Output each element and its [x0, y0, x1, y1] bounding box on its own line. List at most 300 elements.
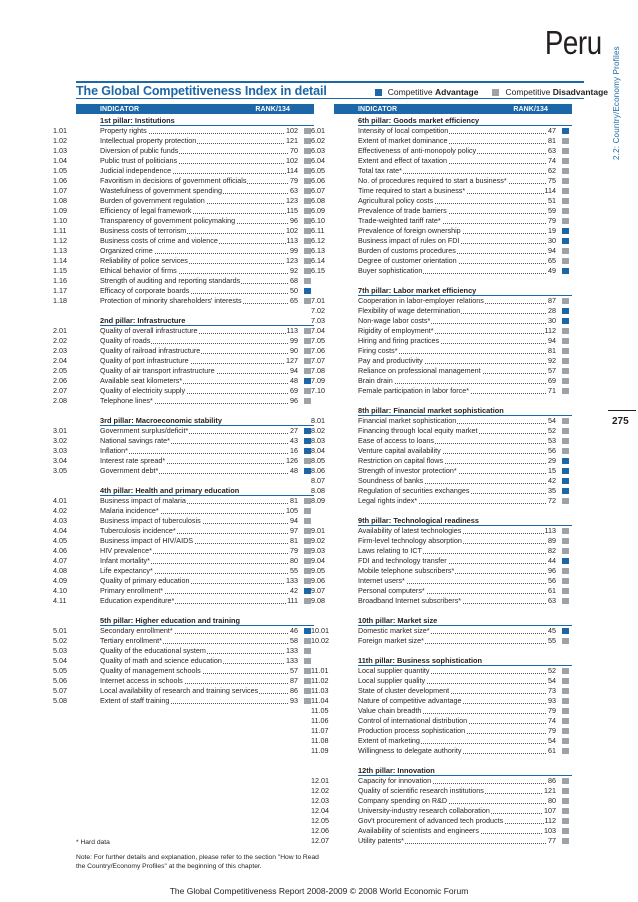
indicator-rank: 113	[286, 326, 298, 335]
advantage-marker	[562, 478, 569, 484]
indicator-rank: 127	[286, 356, 298, 365]
header-rank: RANK/134	[255, 105, 290, 113]
indicator-label: University-industry research collaboration	[358, 806, 490, 815]
indicator-label-line	[358, 696, 556, 706]
disadvantage-marker	[562, 448, 569, 454]
disadvantage-marker	[562, 168, 569, 174]
indicator-label-line	[100, 176, 298, 186]
indicator-label-line	[100, 376, 298, 386]
disadvantage-marker	[562, 698, 569, 704]
disadvantage-marker	[562, 348, 569, 354]
indicator-label: Degree of customer orientation	[358, 256, 457, 265]
indicator-label-line	[358, 796, 556, 806]
indicator-code: 1.08	[53, 196, 67, 205]
indicator-row	[53, 446, 314, 456]
indicator-label: Government debt*	[100, 466, 159, 475]
indicator-row	[311, 706, 572, 716]
indicator-row	[311, 376, 572, 386]
disadvantage-marker	[562, 748, 569, 754]
indicator-label-line	[358, 166, 556, 176]
indicator-row	[53, 636, 314, 646]
indicator-code: 8.03	[311, 436, 325, 445]
indicator-code: 9.04	[311, 556, 325, 565]
indicator-code: 6.07	[311, 186, 325, 195]
indicator-row	[53, 246, 314, 256]
advantage-marker	[562, 308, 569, 314]
leader-dots	[100, 453, 298, 454]
indicator-label: HIV prevalence*	[100, 546, 152, 555]
indicator-code: 1.16	[53, 276, 67, 285]
header-indicator: INDICATOR	[358, 105, 398, 113]
indicator-label-line	[100, 586, 298, 596]
indicator-label: No. of procedures required to start a business*	[358, 176, 507, 185]
indicator-code: 12.07	[311, 836, 329, 845]
indicator-code: 5.08	[53, 696, 67, 705]
indicator-code: 7.07	[311, 356, 325, 365]
advantage-marker	[562, 558, 569, 564]
advantage-marker	[562, 488, 569, 494]
indicator-label-line	[100, 216, 298, 226]
pillar-heading: 12th pillar: Innovation	[358, 766, 572, 776]
indicator-label-line	[358, 206, 556, 216]
indicator-rank: 133	[286, 646, 298, 655]
indicator-label-line	[100, 496, 298, 506]
indicator-label: National savings rate*	[100, 436, 170, 445]
disadvantage-marker	[562, 598, 569, 604]
disadvantage-marker	[562, 298, 569, 304]
indicator-label-line	[100, 686, 298, 696]
indicator-label: Availability of latest technologies	[358, 526, 462, 535]
indicator-label: Burden of government regulation	[100, 196, 205, 205]
disadvantage-marker	[304, 368, 311, 374]
indicator-row	[53, 206, 314, 216]
disadvantage-marker	[562, 438, 569, 444]
indicator-code: 1.15	[53, 266, 67, 275]
advantage-marker	[562, 458, 569, 464]
disadvantage-marker	[562, 198, 569, 204]
indicator-row	[53, 226, 314, 236]
indicator-row	[53, 686, 314, 696]
indicator-label-line	[100, 236, 298, 246]
indicator-row	[311, 306, 572, 316]
disadvantage-marker	[562, 738, 569, 744]
indicator-row	[311, 166, 572, 176]
indicator-label-line	[100, 386, 298, 396]
indicator-rank: 57	[290, 666, 298, 675]
indicator-label: Extent of staff training	[100, 696, 170, 705]
indicator-label-line	[100, 506, 298, 516]
indicator-code: 4.05	[53, 536, 67, 545]
indicator-code: 4.06	[53, 546, 67, 555]
indicator-code: 6.09	[311, 206, 325, 215]
pillar-spacer	[334, 646, 572, 655]
indicator-code: 1.12	[53, 236, 67, 245]
indicator-rank: 93	[548, 696, 556, 705]
indicator-row	[53, 546, 314, 556]
indicator-label: Business costs of crime and violence	[100, 236, 218, 245]
disadvantage-marker	[304, 558, 311, 564]
indicator-row	[311, 326, 572, 336]
indicator-label: Pay and productivity	[358, 356, 423, 365]
indicator-label: Infant mortality*	[100, 556, 150, 565]
indicator-label: Restriction on capital flows	[358, 456, 444, 465]
indicator-label: Soundness of banks	[358, 476, 424, 485]
indicator-row	[53, 586, 314, 596]
indicator-code: 2.02	[53, 336, 67, 345]
indicator-label-line	[358, 836, 556, 846]
indicator-label: Buyer sophistication	[358, 266, 423, 275]
indicator-code: 8.05	[311, 456, 325, 465]
indicator-label: Prevalence of trade barriers	[358, 206, 447, 215]
indicator-code: 7.02	[311, 306, 325, 315]
indicator-code: 6.15	[311, 266, 325, 275]
indicator-rank: 79	[290, 176, 298, 185]
indicator-code: 7.06	[311, 346, 325, 355]
indicator-code: 8.07	[311, 476, 325, 485]
indicator-row	[53, 666, 314, 676]
indicator-code: 11.03	[311, 686, 329, 695]
indicator-rank: 30	[548, 236, 556, 245]
indicator-rank: 96	[290, 396, 298, 405]
indicator-code: 5.06	[53, 676, 67, 685]
indicator-row	[53, 266, 314, 276]
indicator-label-line	[358, 826, 556, 836]
disadvantage-marker	[304, 188, 311, 194]
disadvantage-marker	[562, 588, 569, 594]
disadvantage-marker	[562, 568, 569, 574]
indicator-rank: 94	[548, 246, 556, 255]
indicator-label: Agricultural policy costs	[358, 196, 434, 205]
indicator-rank: 28	[548, 306, 556, 315]
indicator-row	[311, 776, 572, 786]
indicator-rank: 112	[544, 816, 556, 825]
indicator-rank: 63	[548, 146, 556, 155]
indicator-label-line	[358, 476, 556, 486]
disadvantage-marker	[304, 358, 311, 364]
indicator-label: Efficiency of legal framework	[100, 206, 192, 215]
indicator-label-line	[100, 296, 298, 306]
indicator-label: Interest rate spread*	[100, 456, 166, 465]
indicator-label-line	[358, 176, 556, 186]
indicator-rank: 16	[290, 446, 298, 455]
indicator-label: Government surplus/deficit*	[100, 426, 189, 435]
indicator-label-line	[100, 266, 298, 276]
indicator-rank: 79	[290, 546, 298, 555]
indicator-label: Quality of the educational system	[100, 646, 206, 655]
indicator-label-line	[358, 186, 556, 196]
disadvantage-marker	[562, 148, 569, 154]
disadvantage-marker	[304, 128, 311, 134]
indicator-code: 12.06	[311, 826, 329, 835]
indicator-label-line	[358, 386, 556, 396]
indicator-label: Efficacy of corporate boards	[100, 286, 190, 295]
indicator-rank: 126	[286, 456, 298, 465]
indicator-row	[311, 386, 572, 396]
indicator-code: 1.01	[53, 126, 67, 135]
indicator-label: Trade-weighted tariff rate*	[358, 216, 441, 225]
indicator-rank: 44	[548, 556, 556, 565]
indicator-label: Business impact of malaria	[100, 496, 186, 505]
disadvantage-marker	[304, 328, 311, 334]
indicator-code: 1.04	[53, 156, 67, 165]
advantage-marker	[304, 428, 311, 434]
indicator-label: Primary enrollment*	[100, 586, 164, 595]
disadvantage-marker	[562, 208, 569, 214]
disadvantage-marker	[304, 268, 311, 274]
indicator-label-line	[358, 356, 556, 366]
indicator-label-line	[100, 346, 298, 356]
indicator-row	[311, 486, 572, 496]
column-header	[76, 104, 314, 114]
indicator-label: Judicial independence	[100, 166, 172, 175]
pillar-spacer	[76, 606, 314, 615]
indicator-rank: 61	[548, 746, 556, 755]
indicator-rank: 107	[544, 806, 556, 815]
indicator-label: Cooperation in labor-employer relations	[358, 296, 484, 305]
indicator-rank: 81	[290, 536, 298, 545]
indicator-rank: 115	[286, 206, 298, 215]
pillar-spacer	[76, 306, 314, 315]
disadvantage-marker	[304, 178, 311, 184]
indicator-label-line	[358, 346, 556, 356]
indicator-code: 1.06	[53, 176, 67, 185]
pillar-spacer	[334, 506, 572, 515]
indicator-label-line	[100, 646, 298, 656]
right-indicator-column	[311, 104, 572, 846]
indicator-rank: 102	[286, 226, 298, 235]
indicator-label: Protection of minority shareholders' interests	[100, 296, 242, 305]
indicator-label: State of cluster development	[358, 686, 450, 695]
indicator-rank: 74	[548, 716, 556, 725]
indicator-code: 7.05	[311, 336, 325, 345]
indicator-code: 3.05	[53, 466, 67, 475]
indicator-row	[53, 696, 314, 706]
indicator-row	[311, 206, 572, 216]
indicator-rank: 80	[290, 556, 298, 565]
indicator-label: Business impact of tuberculosis	[100, 516, 201, 525]
indicator-label-line	[100, 196, 298, 206]
indicator-label-line	[358, 776, 556, 786]
indicator-rank: 42	[290, 586, 298, 595]
indicator-row	[53, 146, 314, 156]
indicator-code: 5.03	[53, 646, 67, 655]
indicator-code: 1.11	[53, 226, 67, 235]
disadvantage-marker	[304, 258, 311, 264]
indicator-label: Property rights	[100, 126, 147, 135]
indicator-label-line	[100, 156, 298, 166]
indicator-label: Firm-level technology absorption	[358, 536, 462, 545]
indicator-row	[311, 686, 572, 696]
indicator-rank: 69	[290, 386, 298, 395]
indicator-row	[53, 576, 314, 586]
indicator-row	[53, 676, 314, 686]
indicator-label: Tuberculosis incidence*	[100, 526, 176, 535]
disadvantage-marker	[562, 538, 569, 544]
indicator-label: Education expenditure*	[100, 596, 175, 605]
indicator-row	[53, 336, 314, 346]
disadvantage-marker	[304, 208, 311, 214]
indicator-code: 11.02	[311, 676, 329, 685]
indicator-code: 1.17	[53, 286, 67, 295]
indicator-label: Personal computers*	[358, 586, 425, 595]
indicator-row	[53, 536, 314, 546]
indicator-label-line	[358, 746, 556, 756]
indicator-label: Reliance on professional management	[358, 366, 481, 375]
indicator-label: Time required to start a business*	[358, 186, 466, 195]
indicator-label: Intellectual property protection	[100, 136, 197, 145]
indicator-row	[53, 526, 314, 536]
indicator-label-line	[100, 426, 298, 436]
indicator-rank: 113	[544, 526, 556, 535]
indicator-label-line	[358, 196, 556, 206]
indicator-label-line	[100, 366, 298, 376]
indicator-label-line	[358, 296, 556, 306]
indicator-row	[311, 566, 572, 576]
indicator-rank: 55	[290, 566, 298, 575]
header-indicator: INDICATOR	[100, 105, 140, 113]
indicator-label: Local supplier quality	[358, 676, 426, 685]
indicator-label: Prevalence of foreign ownership	[358, 226, 461, 235]
disadvantage-marker	[562, 778, 569, 784]
indicator-row	[311, 526, 572, 536]
indicator-code: 1.13	[53, 246, 67, 255]
indicator-label-line	[100, 226, 298, 236]
indicator-code: 1.18	[53, 296, 67, 305]
indicator-label-line	[100, 256, 298, 266]
pillar-heading: 1st pillar: Institutions	[100, 116, 314, 126]
disadvantage-marker	[562, 678, 569, 684]
indicator-label-line	[358, 216, 556, 226]
indicator-row	[53, 196, 314, 206]
indicator-code: 7.08	[311, 366, 325, 375]
indicator-row	[53, 176, 314, 186]
indicator-label-line	[100, 286, 298, 296]
indicator-rank: 77	[548, 836, 556, 845]
indicator-label: Inflation*	[100, 446, 128, 455]
indicator-label: Value chain breadth	[358, 706, 422, 715]
indicator-rank: 70	[290, 146, 298, 155]
indicator-code: 11.04	[311, 696, 329, 705]
disadvantage-marker	[304, 348, 311, 354]
title-rule-bottom	[76, 98, 584, 99]
indicator-rank: 81	[290, 496, 298, 505]
indicator-label-line	[100, 356, 298, 366]
indicator-code: 9.03	[311, 546, 325, 555]
indicator-label-line	[358, 816, 556, 826]
indicator-label: Public trust of politicians	[100, 156, 178, 165]
indicator-label-line	[358, 586, 556, 596]
indicator-label: Willingness to delegate authority	[358, 746, 462, 755]
page-title: The Global Competitiveness Index in detail	[76, 84, 327, 98]
indicator-rank: 35	[548, 486, 556, 495]
indicator-rank: 133	[286, 576, 298, 585]
disadvantage-marker	[304, 518, 311, 524]
indicator-rank: 82	[548, 546, 556, 555]
indicator-label: Quality of primary education	[100, 576, 190, 585]
indicator-code: 1.02	[53, 136, 67, 145]
indicator-rank: 102	[286, 156, 298, 165]
indicator-code: 1.05	[53, 166, 67, 175]
indicator-row	[53, 426, 314, 436]
indicator-code: 9.05	[311, 566, 325, 575]
indicator-row	[311, 246, 572, 256]
indicator-label: Telephone lines*	[100, 396, 153, 405]
indicator-label: Quality of overall infrastructure	[100, 326, 198, 335]
indicator-row	[53, 386, 314, 396]
disadvantage-marker	[562, 668, 569, 674]
page-footer: The Global Competitiveness Report 2008-2009 © 2008 World Economic Forum	[169, 886, 469, 896]
disadvantage-marker	[304, 388, 311, 394]
disadvantage-marker	[562, 838, 569, 844]
indicator-label-line	[358, 366, 556, 376]
disadvantage-marker	[562, 788, 569, 794]
indicator-label: Non-wage labor costs*	[358, 316, 431, 325]
indicator-rank: 102	[286, 126, 298, 135]
indicator-rank: 54	[548, 416, 556, 425]
indicator-rank: 86	[548, 776, 556, 785]
indicator-row	[311, 426, 572, 436]
indicator-rank: 43	[290, 436, 298, 445]
pillar-heading: 2nd pillar: Infrastructure	[100, 316, 314, 326]
indicator-code: 6.05	[311, 166, 325, 175]
indicator-label-line	[100, 636, 298, 646]
indicator-label: Venture capital availability	[358, 446, 441, 455]
indicator-rank: 99	[290, 336, 298, 345]
indicator-label: Diversion of public funds	[100, 146, 179, 155]
indicator-code: 3.02	[53, 436, 67, 445]
disadvantage-marker	[304, 668, 311, 674]
indicator-row	[53, 566, 314, 576]
indicator-label: Wastefulness of government spending	[100, 186, 222, 195]
pillar-heading: 5th pillar: Higher education and training	[100, 616, 314, 626]
indicator-label: Quality of scientific research institutions	[358, 786, 484, 795]
indicator-rank: 86	[290, 686, 298, 695]
indicator-code: 4.11	[53, 596, 67, 605]
pillar-heading: 6th pillar: Goods market efficiency	[358, 116, 572, 126]
indicator-row	[53, 286, 314, 296]
indicator-code: 11.09	[311, 746, 329, 755]
disadvantage-marker	[562, 828, 569, 834]
indicator-rank: 123	[286, 256, 298, 265]
indicator-rank: 72	[548, 496, 556, 505]
indicator-code: 4.02	[53, 506, 67, 515]
indicator-row	[311, 806, 572, 816]
indicator-label: Brain drain	[358, 376, 393, 385]
indicator-code: 8.02	[311, 426, 325, 435]
indicator-label-line	[100, 336, 298, 346]
indicator-label-line	[358, 596, 556, 606]
indicator-label: Nature of competitive advantage	[358, 696, 462, 705]
notes	[76, 838, 326, 871]
indicator-code: 6.06	[311, 176, 325, 185]
indicator-label: Female participation in labor force*	[358, 386, 470, 395]
indicator-code: 6.01	[311, 126, 325, 135]
indicator-row	[311, 226, 572, 236]
indicator-label-line	[358, 336, 556, 346]
indicator-label-line	[100, 576, 298, 586]
indicator-rank: 121	[544, 786, 556, 795]
disadvantage-marker	[562, 818, 569, 824]
indicator-label-line	[358, 246, 556, 256]
indicator-row	[311, 316, 572, 326]
advantage-marker	[304, 468, 311, 474]
indicator-code: 6.03	[311, 146, 325, 155]
indicator-label-line	[358, 236, 556, 246]
indicator-code: 4.10	[53, 586, 67, 595]
indicator-label-line	[358, 726, 556, 736]
indicator-code: 11.01	[311, 666, 329, 675]
disadvantage-marker	[562, 158, 569, 164]
